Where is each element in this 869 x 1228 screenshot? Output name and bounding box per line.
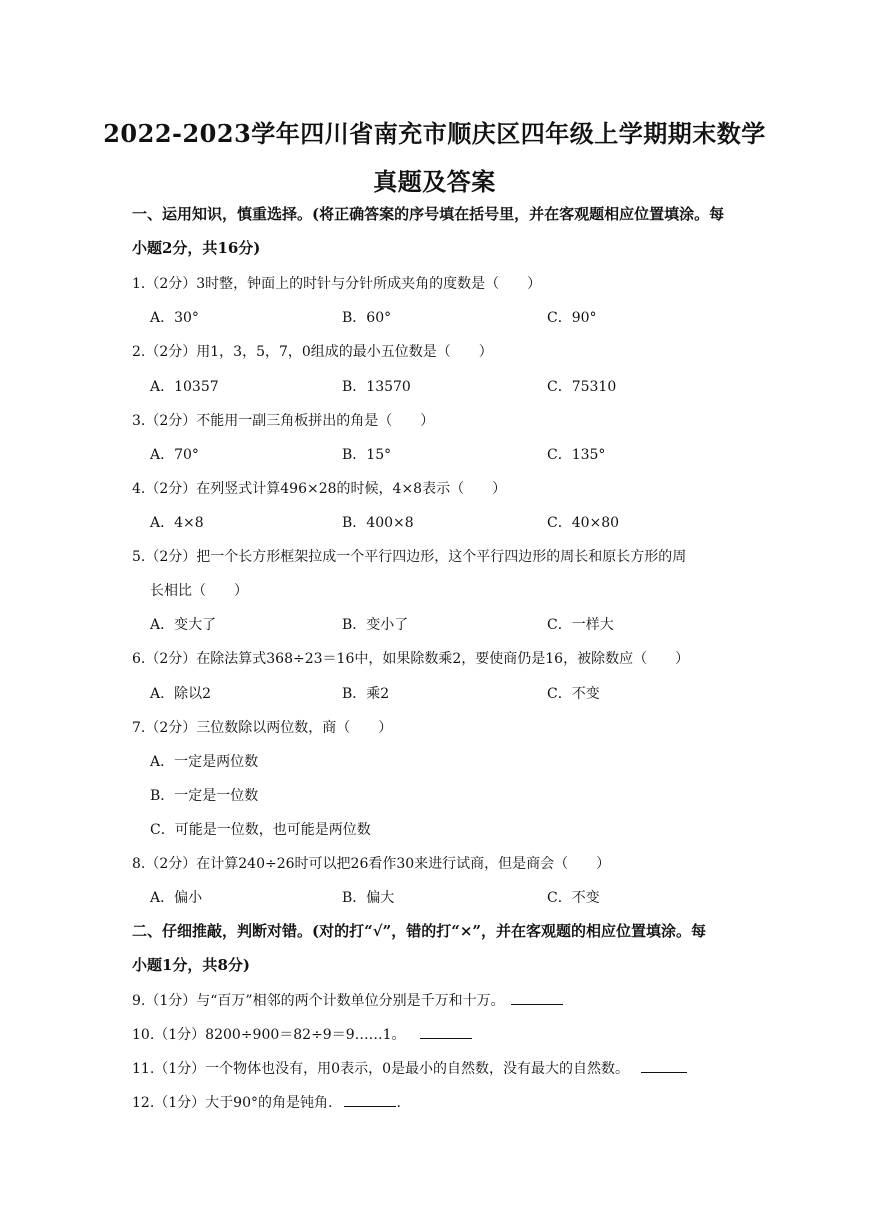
question-12-suffix: . — [396, 1095, 401, 1111]
question-2-option-c: C．75310 — [547, 379, 617, 395]
question-6: 6.（2分）在除法算式368÷23＝16中，如果除数乘2，要使商仍是16，被除数应（ ） — [132, 651, 690, 667]
question-5-continued: 长相比（ ） — [150, 583, 248, 599]
question-7: 7.（2分）三位数除以两位数，商（ ） — [132, 720, 393, 736]
question-11 — [132, 1058, 687, 1078]
question-2-option-a: A．10357 — [150, 379, 219, 395]
question-7-option-a: A．一定是两位数 — [150, 754, 259, 770]
section1-heading — [132, 197, 742, 265]
question-2: 2.（2分）用1，3，5，7，0组成的最小五位数是（ ） — [132, 344, 493, 360]
question-4-option-b: B．400×8 — [342, 515, 414, 531]
question-5-option-c: C．一样大 — [547, 617, 614, 633]
question-10-text: 10.（1分）8200÷900＝82÷9＝9……1。 — [132, 1027, 406, 1043]
answer-blank — [344, 1092, 396, 1107]
question-5: 5.（2分）把一个长方形框架拉成一个平行四边形，这个平行四边形的周长和原长方形的周 — [132, 549, 687, 565]
question-12 — [132, 1092, 401, 1112]
section1-heading-line2: 小题2分，共16分) — [132, 239, 261, 257]
question-8-option-b: B．偏大 — [342, 890, 395, 906]
question-9 — [132, 990, 563, 1010]
question-7-option-c: C．可能是一位数，也可能是两位数 — [150, 822, 371, 838]
answer-blank — [511, 990, 563, 1005]
section2-heading-line2: 小题1分，共8分) — [132, 956, 250, 974]
question-5-option-b: B．变小了 — [342, 617, 409, 633]
question-6-option-a: A．除以2 — [150, 686, 212, 702]
question-1-option-c: C．90° — [547, 310, 597, 326]
question-1-option-a: A．30° — [150, 310, 199, 326]
question-3-option-a: A．70° — [150, 447, 199, 463]
question-6-option-c: C．不变 — [547, 686, 600, 702]
question-6-option-b: B．乘2 — [342, 686, 390, 702]
page-title-line1: 2022-2023学年四川省南充市顺庆区四年级上学期期末数学 — [103, 119, 766, 148]
page-title-line2: 真题及答案 — [373, 167, 496, 196]
question-8-option-c: C．不变 — [547, 890, 600, 906]
question-5-option-a: A．变大了 — [150, 617, 217, 633]
section1-heading-line1: 一、运用知识，慎重选择。(将正确答案的序号填在括号里，并在客观题相应位置填涂。每 — [132, 205, 725, 223]
question-12-text: 12.（1分）大于90°的角是钝角. — [132, 1095, 333, 1111]
question-4: 4.（2分）在列竖式计算496×28的时候，4×8表示（ ） — [132, 481, 507, 497]
answer-blank — [641, 1058, 687, 1073]
section2-heading-line1: 二、仔细推敲，判断对错。(对的打“√”，错的打“×”，并在客观题的相应位置填涂。每 — [132, 922, 707, 940]
question-7-option-b: B．一定是一位数 — [150, 788, 259, 804]
question-3-option-b: B．15° — [342, 447, 392, 463]
question-1-option-b: B．60° — [342, 310, 392, 326]
question-3: 3.（2分）不能用一副三角板拼出的角是（ ） — [132, 413, 435, 429]
question-2-option-b: B．13570 — [342, 379, 411, 395]
question-8-option-a: A．偏小 — [150, 890, 203, 906]
question-4-option-a: A．4×8 — [150, 515, 204, 531]
question-11-text: 11.（1分）一个物体也没有，用0表示，0是最小的自然数，没有最大的自然数。 — [132, 1061, 629, 1077]
question-9-text: 9.（1分）与“百万”相邻的两个计数单位分别是千万和十万。 — [132, 993, 505, 1009]
section2-heading — [132, 914, 742, 982]
question-8: 8.（2分）在计算240÷26时可以把26看作30来进行试商，但是商会（ ） — [132, 856, 611, 872]
question-1: 1.（2分）3时整，钟面上的时针与分针所成夹角的度数是（ ） — [132, 276, 542, 292]
question-4-option-c: C．40×80 — [547, 515, 620, 531]
answer-blank — [420, 1024, 472, 1039]
question-3-option-c: C．135° — [547, 447, 606, 463]
question-10 — [132, 1024, 472, 1044]
